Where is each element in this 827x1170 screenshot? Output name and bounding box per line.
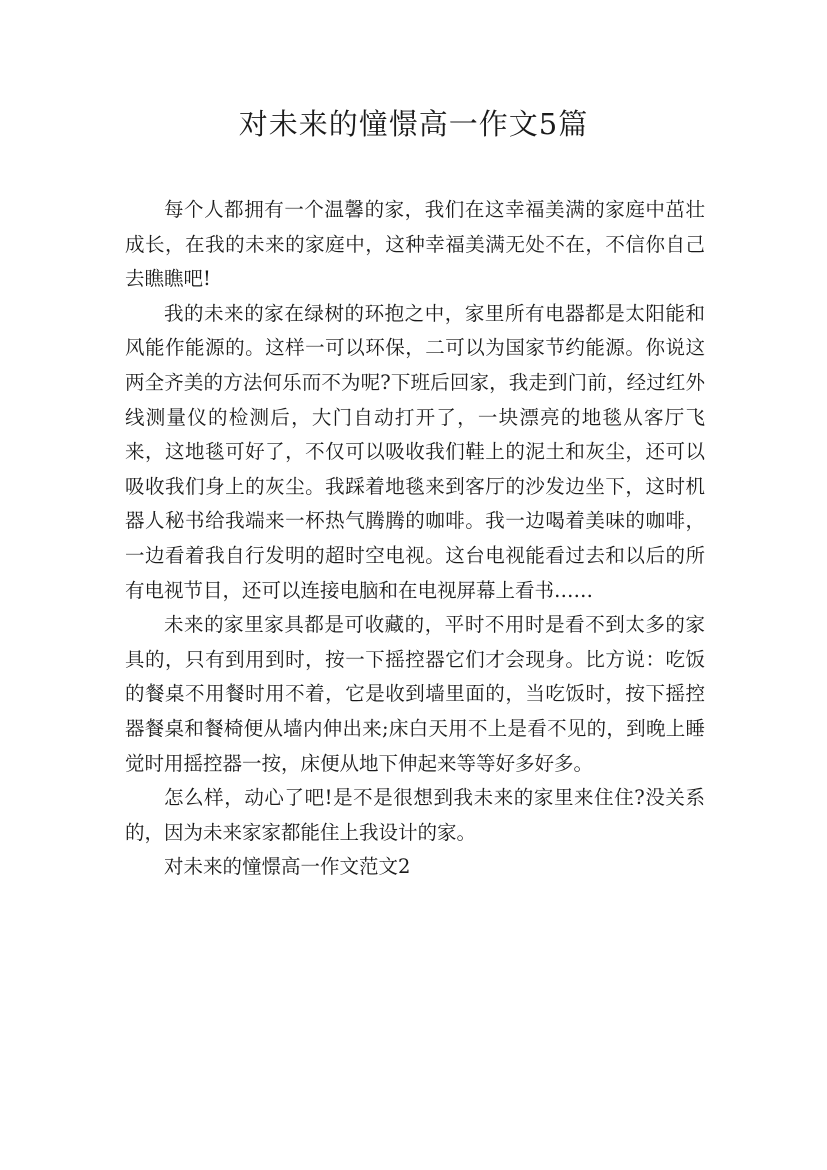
paragraph-3: 未来的家里家具都是可收藏的，平时不用时是看不到太多的家具的，只有到用到时，按一下摇控器它们才会现身。比方说：吃饭的餐桌不用餐时用不着，它是收到墙里面的，当吃饭时，按下摇控器餐桌和餐椅便从墙内伸出来;床白天用不上是看不见的，到晚上睡觉时用摇控器一按，床便从地下伸起来等等好多好多。 (125, 613, 705, 775)
paragraph-4: 怎么样，动心了吧!是不是很想到我未来的家里来住住?没关系的，因为未来家家都能住上我设计的家。 (125, 786, 705, 844)
paragraph-1: 每个人都拥有一个温馨的家，我们在这幸福美满的家庭中茁壮成长，在我的未来的家庭中，这种幸福美满无处不在，不信你自己去瞧瞧吧! (125, 198, 705, 291)
paragraph-2: 我的未来的家在绿树的环抱之中，家里所有电器都是太阳能和风能作能源的。这样一可以环保，二可以为国家节约能源。你说这两全齐美的方法何乐而不为呢?下班后回家，我走到门前，经过红外线测量仪的检测后，大门自动打开了，一块漂亮的地毯从客厅飞来，这地毯可好了，不仅可以吸收我们鞋上的泥土和灰尘，还可以吸收我们身上的灰尘。我踩着地毯来到客厅的沙发边坐下，这时机器人秘书给我端来一杯热气腾腾的咖啡。我一边喝着美味的咖啡，一边看着我自行发明的超时空电视。这台电视能看过去和以后的所有电视节目，还可以连接电脑和在电视屏幕上看书…… (125, 301, 705, 602)
section-heading-2: 对未来的憧憬高一作文范文2 (164, 855, 411, 879)
document-body (125, 193, 705, 885)
document-title: 对未来的憧憬高一作文5篇 (238, 107, 589, 141)
